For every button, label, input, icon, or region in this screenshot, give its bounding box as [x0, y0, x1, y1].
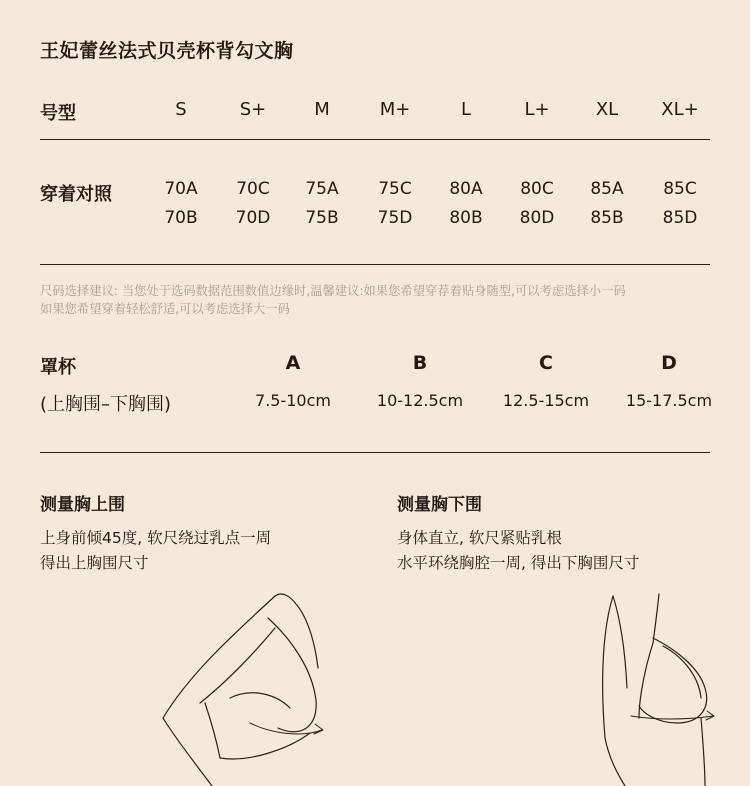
cup-range: 10-12.5cm — [376, 391, 464, 410]
size-cell: XL — [595, 99, 619, 120]
size-cell: XL+ — [661, 99, 699, 120]
size-label: 号型 — [40, 103, 76, 124]
fit-cell: 70B — [164, 208, 198, 228]
fit-label: 穿着对照 — [40, 184, 112, 205]
divider — [40, 452, 710, 453]
cup-range: 12.5-15cm — [502, 391, 590, 410]
divider — [40, 264, 710, 265]
fit-cell: 85C — [663, 179, 697, 199]
divider — [40, 139, 710, 140]
fit-cell: 80B — [449, 208, 483, 228]
fit-cell: 70A — [164, 179, 198, 199]
under-bust-illustration — [595, 588, 725, 786]
fit-cell: 70D — [235, 208, 271, 228]
cup-sub-label: (上胸围–下胸围) — [40, 394, 172, 415]
measure-upper-desc — [40, 526, 271, 576]
desc-line: 水平环绕胸腔一周, 得出下胸围尺寸 — [397, 554, 640, 572]
desc-line: 上身前倾45度, 软尺绕过乳点一周 — [40, 529, 272, 547]
measure-lower-heading: 测量胸下围 — [397, 495, 482, 515]
desc-line: 身体直立, 软尺紧贴乳根 — [397, 529, 562, 547]
cup-header: C — [539, 352, 553, 374]
cup-header: B — [412, 352, 428, 374]
fit-cell: 80D — [519, 208, 555, 228]
page-title: 王妃蕾丝法式贝壳杯背勾文胸 — [40, 40, 294, 62]
size-cell: S — [175, 99, 187, 120]
fit-cell: 75D — [377, 208, 413, 228]
fit-cell: 80A — [449, 179, 483, 199]
fit-cell: 70C — [236, 179, 270, 199]
cup-label: 罩杯 — [40, 357, 76, 378]
size-cell: S+ — [239, 99, 267, 120]
size-cell: M+ — [379, 99, 411, 120]
measure-lower-desc — [397, 526, 639, 576]
fit-cell: 85A — [590, 179, 624, 199]
cup-header: D — [661, 352, 677, 374]
note-line: 尺码选择建议: 当您处于选码数据范围数值边缘时,温馨建议:如果您希望穿荐着贴身随型,可以考虑选择小一码 — [40, 284, 626, 298]
measure-upper-heading: 测量胸上围 — [40, 495, 125, 515]
cup-range: 7.5-10cm — [255, 391, 331, 410]
size-advice-note — [40, 282, 626, 318]
note-line: 如果您希望穿着轻松舒适,可以考虑选择大一码 — [40, 302, 290, 316]
desc-line: 得出上胸围尺寸 — [40, 554, 149, 572]
fit-cell: 85D — [662, 208, 698, 228]
fit-cell: 75A — [305, 179, 339, 199]
size-cell: L — [460, 99, 472, 120]
fit-cell: 85B — [590, 208, 624, 228]
cup-header: A — [285, 352, 301, 374]
size-cell: L+ — [524, 99, 550, 120]
fit-cell: 75C — [378, 179, 412, 199]
fit-cell: 75B — [305, 208, 339, 228]
size-cell: M — [314, 99, 330, 120]
fit-cell: 80C — [520, 179, 554, 199]
cup-range: 15-17.5cm — [625, 391, 713, 410]
upper-bust-illustration — [150, 588, 350, 786]
